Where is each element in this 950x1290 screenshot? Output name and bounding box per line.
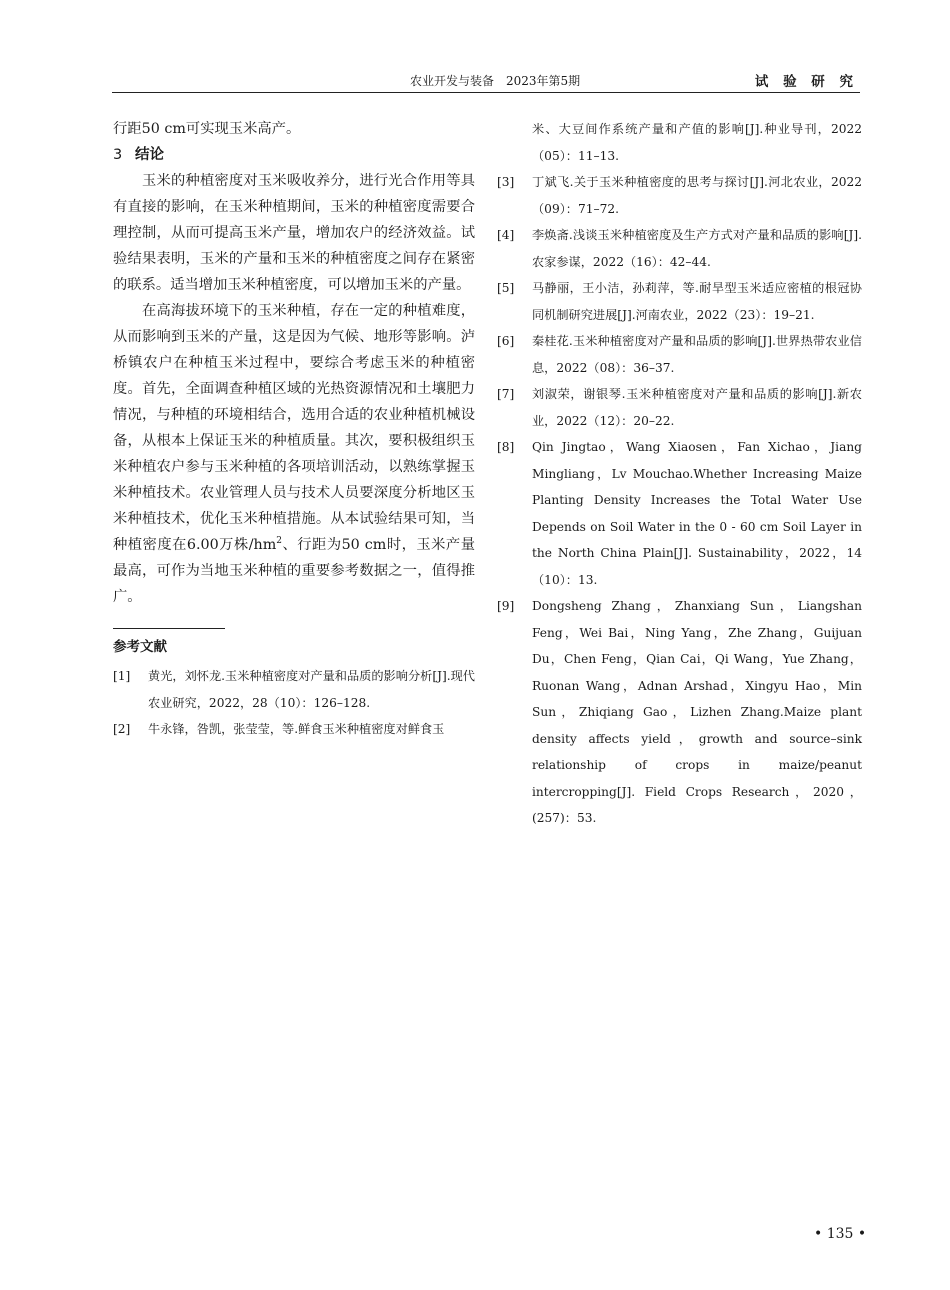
right-column: [497, 116, 862, 832]
reference-text: 秦桂花.玉米种植密度对产量和品质的影响[J].世界热带农业信息，2022（08）：36–37.: [532, 334, 862, 375]
section-title: 结论: [135, 147, 164, 163]
paragraph-2-part-a: 在高海拔环境下的玉米种植，存在一定的种植难度，从而影响到玉米的产量，这是因为气候、地形等影响。泸桥镇农户在种植玉米过程中，要综合考虑玉米的种植密度。首先，全面调查种植区域的光热资源情况和土壤肥力情况，与种植的环境相结合，选用合适的农业种植机械设备，从根本上保证玉米的种植质量。其次，要积极组织玉米种植农户参与玉米种植的各项培训活动，以熟练掌握玉米种植技术。农业管理人员与技术人员要深度分析地区玉米种植技术，优化玉米种植措施。从本试验结果可知，当种植密度在6.00万株/hm: [113, 303, 475, 553]
conclusion-paragraph-2: [113, 298, 475, 610]
superscript: 2: [276, 536, 283, 547]
reference-continuation: 米、大豆间作系统产量和产值的影响[J].种业导刊，2022（05）：11–13.: [532, 122, 862, 163]
divider: [113, 628, 225, 629]
paragraph-continued: 行距50 cm可实现玉米高产。: [113, 121, 301, 137]
reference-number: [3]: [497, 175, 515, 189]
section-number: 3: [113, 147, 123, 163]
reference-number: [2]: [113, 722, 131, 736]
reference-number: [6]: [497, 334, 515, 348]
reference-item: [497, 222, 862, 275]
section-heading: [113, 142, 475, 168]
reference-item: [497, 593, 862, 832]
reference-item: [113, 663, 475, 716]
reference-text: 黄光，刘怀龙.玉米种植密度对产量和品质的影响分析[J].现代农业研究，2022，28（10）：126–128.: [148, 669, 475, 710]
reference-number: [1]: [113, 669, 131, 683]
reference-number: [5]: [497, 281, 515, 295]
reference-item: [497, 434, 862, 593]
reference-number: [9]: [497, 599, 515, 613]
reference-item: [497, 328, 862, 381]
reference-text: 马静丽，王小洁，孙莉萍，等.耐旱型玉米适应密植的根冠协同机制研究进展[J].河南农业，2022（23）：19–21.: [532, 281, 862, 322]
reference-item: [497, 275, 862, 328]
reference-number: [8]: [497, 440, 515, 454]
reference-text: Dongsheng Zhang，Zhanxiang Sun，Liangshan Feng，Wei Bai，Ning Yang，Zhe Zhang，Guijuan Du，Chen Feng，Qian Cai，Qi Wang，Yue Zhang，Ruonan Wang，Adnan Arshad，Xingyu Hao，Min Sun，Zhiqiang Gao，Lizhen Zhang.Maize plant density affects yield，growth and source–sink relationship of crops in maize/peanut intercropping[J]. Field Crops Research，2020，(257)：53.: [532, 599, 862, 825]
reference-text: 刘淑荣，谢银琴.玉米种植密度对产量和品质的影响[J].新农业，2022（12）：20–22.: [532, 387, 862, 428]
reference-number: [4]: [497, 228, 515, 242]
conclusion-paragraph-1: 玉米的种植密度对玉米吸收养分，进行光合作用等具有直接的影响，在玉米种植期间，玉米的种植密度需要合理控制，从而可提高玉米产量，增加农户的经济效益。试验结果表明，玉米的产量和玉米的种植密度之间存在紧密的联系。适当增加玉米种植密度，可以增加玉米的产量。: [113, 173, 475, 293]
reference-number: [7]: [497, 387, 515, 401]
left-column: [113, 116, 475, 743]
reference-item: [497, 169, 862, 222]
reference-text: 丁斌飞.关于玉米种植密度的思考与探讨[J].河北农业，2022（09）：71–72.: [532, 175, 862, 216]
reference-text: 牛永锋，咎凯，张莹莹，等.鲜食玉米种植密度对鲜食玉: [148, 722, 445, 736]
reference-text: 李焕斋.浅谈玉米种植密度及生产方式对产量和品质的影响[J].农家参谋，2022（16）：42–44.: [532, 228, 862, 269]
reference-text: Qin Jingtao，Wang Xiaosen，Fan Xichao，Jiang Mingliang，Lv Mouchao.Whether Increasing Maize Planting Density Increases the Total Water Use Depends on Soil Water in the 0 - 60 cm Soil Layer in the North China Plain[J]. Sustainability，2022，14（10）：13.: [532, 440, 862, 587]
section-label: 试 验 研 究: [754, 74, 858, 90]
journal-issue: 农业开发与装备 2023年第5期: [410, 74, 581, 88]
page-header: [112, 70, 860, 93]
reference-item: [113, 716, 475, 743]
paragraph-2-part-b: 、行距为50 cm时，玉米产量最高，可作为当地玉米种植的重要参考数据之一，值得推广。: [113, 537, 475, 605]
reference-item: [497, 381, 862, 434]
page-number: • 135 •: [814, 1226, 867, 1242]
references-title: 参考文献: [113, 639, 167, 655]
